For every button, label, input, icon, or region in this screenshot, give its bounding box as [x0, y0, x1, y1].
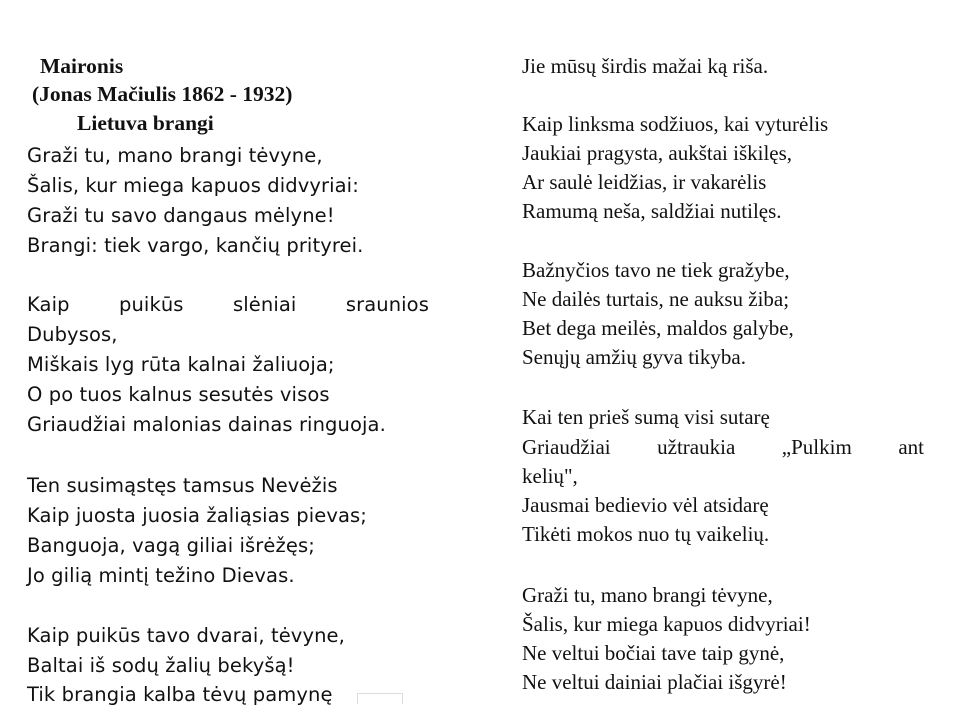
word: užtraukia: [657, 435, 736, 459]
poem-line: Bet dega meilės, maldos galybe,: [522, 316, 794, 340]
author-name: Maironis: [40, 54, 124, 78]
poem-line: Graži tu savo dangaus mėlyne!: [27, 204, 335, 227]
poem-line: Kaip linksma sodžiuos, kai vyturėlis: [522, 112, 829, 136]
poem-line: Kai ten prieš sumą visi sutarę: [522, 405, 770, 429]
poem-line: O po tuos kalnus sesutės visos: [27, 383, 330, 406]
poem-line: Miškais lyg rūta kalnai žaliuoja;: [27, 353, 335, 376]
poem-line: Baltai iš sodų žalių bekyšą!: [27, 654, 295, 677]
poem-line: Griaudžiai malonias dainas ringuoja.: [27, 413, 386, 436]
word: puikūs: [119, 293, 184, 316]
poem-line: Tik brangia kalba tėvų pamynę: [27, 683, 333, 706]
poem-line: Banguoja, vagą giliai išrėžęs;: [27, 534, 315, 557]
word: Griaudžiai: [522, 435, 611, 459]
poem-line: Ne veltui bočiai tave taip gynė,: [522, 641, 785, 665]
poem-line: Graži tu, mano brangi tėvyne,: [27, 144, 323, 167]
poem-title: Lietuva brangi: [77, 111, 214, 135]
poem-line: Kaip puikūs tavo dvarai, tėvyne,: [27, 624, 345, 647]
poem-line: Jo gilią mintį težino Dievas.: [27, 564, 295, 587]
poem-line: Kaip juosta juosia žaliąsias pievas;: [27, 504, 367, 527]
word: ant: [898, 435, 924, 459]
poem-line: Jie mūsų širdis mažai ką riša.: [522, 54, 769, 78]
poem-line: Graži tu, mano brangi tėvyne,: [522, 583, 773, 607]
word: „Pulkim: [781, 435, 852, 459]
poem-line: Šalis, kur miega kapuos didvyriai!: [522, 612, 811, 636]
poem-line-justified: [522, 433, 924, 462]
poem-line: Brangi: tiek vargo, kančių prityrei.: [27, 234, 364, 257]
poem-line: Ne dailės turtais, ne auksu žiba;: [522, 287, 790, 311]
word: Kaip: [27, 293, 70, 316]
author-full-name: (Jonas Mačiulis 1862 - 1932): [32, 82, 293, 106]
poem-line: Jaukiai pragysta, aukštai iškilęs,: [522, 141, 793, 165]
poem-line-justified: [27, 290, 429, 319]
poem-line: Šalis, kur miega kapuos didvyriai:: [27, 174, 359, 197]
word: sraunios: [345, 293, 429, 316]
poem-line: Dubysos,: [27, 323, 118, 346]
word: slėniai: [232, 293, 297, 316]
poem-line: Ne veltui dainiai plačiai išgyrė!: [522, 670, 787, 694]
poem-line: Senųjų amžių gyva tikyba.: [522, 345, 746, 369]
poem-line: Ar saulė leidžias, ir vakarėlis: [522, 170, 767, 194]
poem-line: Tikėti mokos nuo tų vaikelių.: [522, 522, 770, 546]
page-edge-mark: [357, 693, 403, 704]
poem-line: kelių",: [522, 464, 578, 488]
poem-line: Ramumą neša, saldžiai nutilęs.: [522, 199, 782, 223]
poem-line: Jausmai bedievio vėl atsidarę: [522, 493, 769, 517]
poem-line: Ten susimąstęs tamsus Nevėžis: [27, 474, 338, 497]
poem-line: Bažnyčios tavo ne tiek gražybe,: [522, 258, 790, 282]
